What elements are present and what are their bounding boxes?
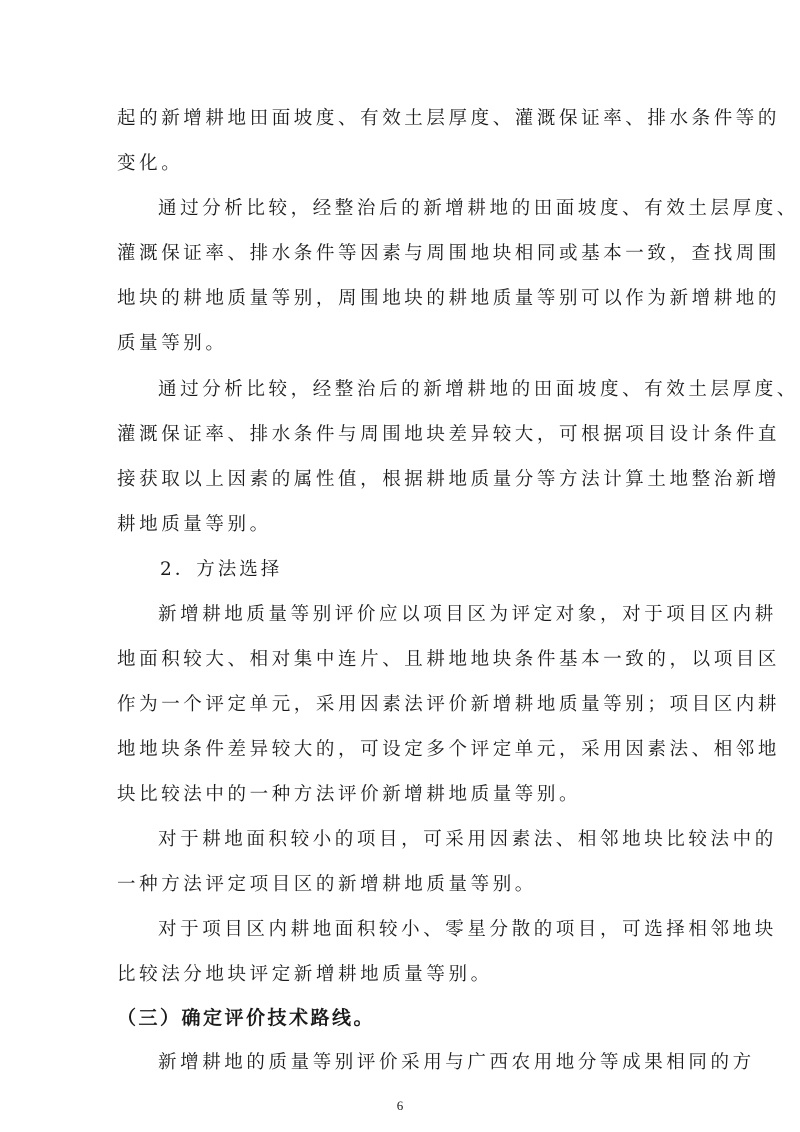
text-line: 质量等别。 xyxy=(117,333,228,354)
text-line: 对于项目区内耕地面积较小、零星分散的项目，可选择相邻地块 xyxy=(158,919,777,940)
text-line: 块比较法中的一种方法评价新增耕地质量等别。 xyxy=(117,784,582,805)
text-line: 一种方法评定项目区的新增耕地质量等别。 xyxy=(117,874,537,895)
text-line: 接获取以上因素的属性值，根据耕地质量分等方法计算土地整治新增 xyxy=(117,469,781,490)
text-line: 起的新增耕地田面坡度、有效土层厚度、灌溉保证率、排水条件等的 xyxy=(117,108,781,129)
text-line: 新增耕地质量等别评价应以项目区为评定对象，对于项目区内耕 xyxy=(158,604,777,625)
text-line: 地面积较大、相对集中连片、且耕地地块条件基本一致的，以项目区 xyxy=(117,649,781,670)
text-line: 灌溉保证率、排水条件与周围地块差异较大，可根据项目设计条件直 xyxy=(117,424,781,445)
text-line: 通过分析比较，经整治后的新增耕地的田面坡度、有效土层厚度、 xyxy=(158,379,799,400)
text-line: 耕地质量等别。 xyxy=(117,514,272,535)
text-line: 地块的耕地质量等别，周围地块的耕地质量等别可以作为新增耕地的 xyxy=(117,288,781,309)
text-line: 变化。 xyxy=(117,153,184,174)
text-line: 对于耕地面积较小的项目，可采用因素法、相邻地块比较法中的 xyxy=(158,829,777,850)
text-line: 作为一个评定单元，采用因素法评价新增耕地质量等别；项目区内耕 xyxy=(117,694,781,715)
section-heading: （三）确定评价技术路线。 xyxy=(117,1007,376,1029)
section-subheading: 2．方法选择 xyxy=(160,559,283,580)
text-line: 地地块条件差异较大的，可设定多个评定单元，采用因素法、相邻地 xyxy=(117,739,781,760)
text-line: 新增耕地的质量等别评价采用与广西农用地分等成果相同的方 xyxy=(158,1052,755,1073)
text-line: 灌溉保证率、排水条件等因素与周围地块相同或基本一致，查找周围 xyxy=(117,243,781,264)
text-line: 比较法分地块评定新增耕地质量等别。 xyxy=(117,964,493,985)
text-line: 通过分析比较，经整治后的新增耕地的田面坡度、有效土层厚度、 xyxy=(158,198,799,219)
page-number: 6 xyxy=(396,1098,404,1113)
